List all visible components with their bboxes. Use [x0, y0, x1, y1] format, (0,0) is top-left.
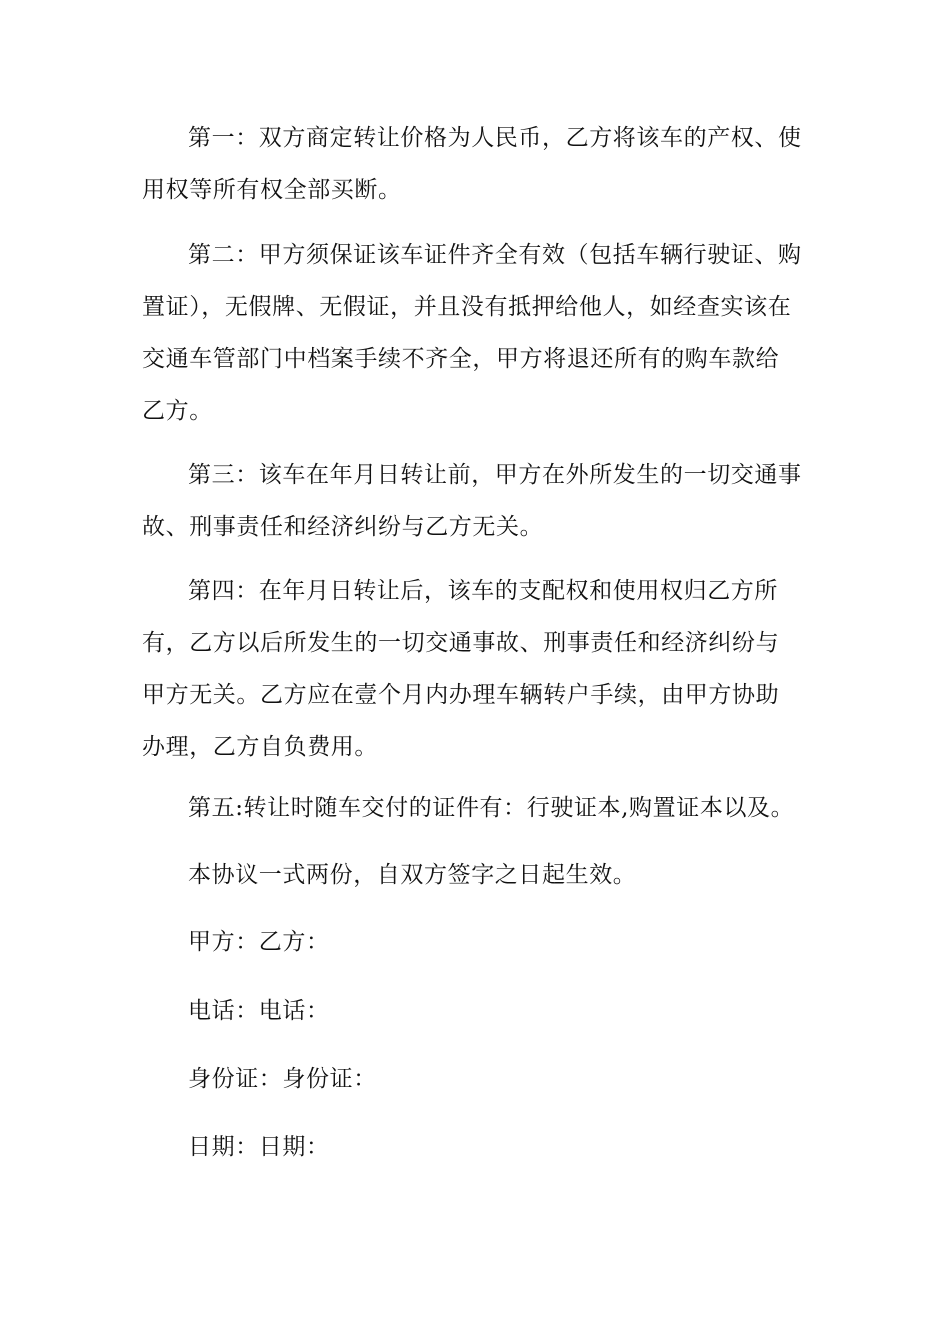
date-line: 日期：日期：: [188, 1134, 330, 1160]
phone-line: 电话：电话：: [188, 998, 330, 1024]
clause-4-paragraph: 第四：在年月日转让后，该车的支配权和使用权归乙方所有，乙方以后所发生的一切交通事故、刑事责任和经济纠纷与甲方无关。乙方应在壹个月内办理车辆转户手续，由甲方协助办理，乙方自负费用。: [142, 578, 780, 760]
clause-5-paragraph: 第五:转让时随车交付的证件有：行驶证本,购置证本以及。: [188, 795, 795, 821]
clause-2-paragraph: 第二：甲方须保证该车证件齐全有效（包括车辆行驶证、购置证），无假牌、无假证，并且没有抵押给他人，如经查实该在交通车管部门中档案手续不齐全，甲方将退还所有的购车款给乙方。: [142, 242, 802, 424]
agreement-effect-paragraph: 本协议一式两份，自双方签字之日起生效。: [188, 862, 637, 888]
id-card-line: 身份证：身份证：: [188, 1066, 377, 1092]
clause-1-paragraph: 第一：双方商定转让价格为人民币，乙方将该车的产权、使用权等所有权全部买断。: [142, 125, 802, 203]
clause-3-paragraph: 第三：该车在年月日转让前，甲方在外所发生的一切交通事故、刑事责任和经济纠纷与乙方无关。: [142, 462, 802, 540]
party-signature-line: 甲方：乙方：: [188, 929, 330, 955]
